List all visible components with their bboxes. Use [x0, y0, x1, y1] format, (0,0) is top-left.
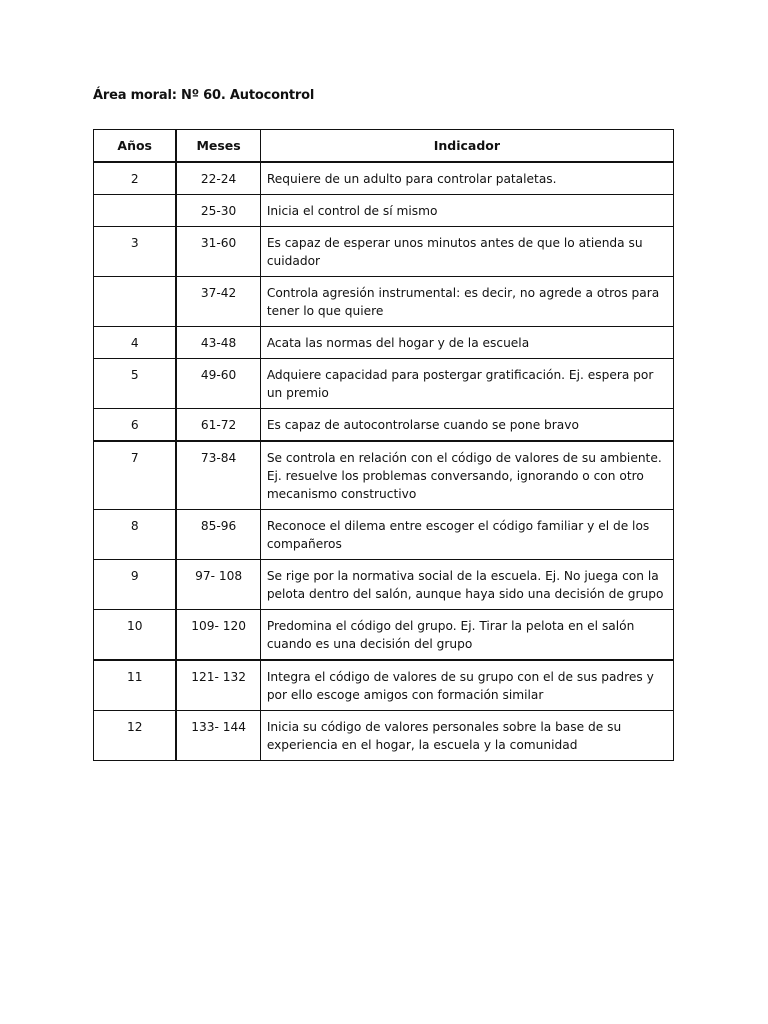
- cell-anio: 9: [94, 560, 177, 610]
- cell-indicador: Reconoce el dilema entre escoger el código familiar y el de los compañeros: [260, 510, 673, 560]
- cell-indicador: Controla agresión instrumental: es decir, no agrede a otros para tener lo que quiere: [260, 277, 673, 327]
- table-row: [94, 711, 674, 761]
- cell-anio: 8: [94, 510, 177, 560]
- table-row: [94, 162, 674, 195]
- cell-anio: [94, 195, 177, 227]
- cell-meses: 97- 108: [176, 560, 260, 610]
- cell-meses: 22-24: [176, 162, 260, 195]
- column-header-meses: Meses: [176, 130, 260, 163]
- cell-anio: [94, 277, 177, 327]
- cell-indicador: Requiere de un adulto para controlar pataletas.: [260, 162, 673, 195]
- cell-meses: 109- 120: [176, 610, 260, 661]
- cell-indicador: Es capaz de autocontrolarse cuando se pone bravo: [260, 409, 673, 442]
- cell-indicador: Es capaz de esperar unos minutos antes de que lo atienda su cuidador: [260, 227, 673, 277]
- cell-anio: 7: [94, 441, 177, 510]
- indicator-table: [93, 129, 674, 761]
- cell-meses: 37-42: [176, 277, 260, 327]
- cell-indicador: Se controla en relación con el código de valores de su ambiente. Ej. resuelve los problemas conversando, ignorando o con otro mecanismo constructivo: [260, 441, 673, 510]
- table-row: [94, 510, 674, 560]
- table-row: [94, 227, 674, 277]
- cell-anio: 5: [94, 359, 177, 409]
- cell-anio: 2: [94, 162, 177, 195]
- cell-meses: 25-30: [176, 195, 260, 227]
- cell-anio: 3: [94, 227, 177, 277]
- page-title: Área moral: Nº 60. Autocontrol: [93, 88, 315, 103]
- cell-indicador: Inicia el control de sí mismo: [260, 195, 673, 227]
- cell-anio: 10: [94, 610, 177, 661]
- table-header-row: [94, 130, 674, 163]
- cell-anio: 12: [94, 711, 177, 761]
- table-row: [94, 441, 674, 510]
- cell-anio: 11: [94, 660, 177, 711]
- cell-meses: 133- 144: [176, 711, 260, 761]
- table-row: [94, 359, 674, 409]
- cell-meses: 85-96: [176, 510, 260, 560]
- table-row: [94, 327, 674, 359]
- cell-anio: 4: [94, 327, 177, 359]
- cell-indicador: Se rige por la normativa social de la escuela. Ej. No juega con la pelota dentro del salón, aunque haya sido una decisión de grupo: [260, 560, 673, 610]
- cell-meses: 121- 132: [176, 660, 260, 711]
- table-row: [94, 409, 674, 442]
- cell-meses: 31-60: [176, 227, 260, 277]
- cell-meses: 61-72: [176, 409, 260, 442]
- table-row: [94, 560, 674, 610]
- cell-meses: 43-48: [176, 327, 260, 359]
- cell-meses: 73-84: [176, 441, 260, 510]
- table-row: [94, 610, 674, 661]
- cell-indicador: Predomina el código del grupo. Ej. Tirar la pelota en el salón cuando es una decisión del grupo: [260, 610, 673, 661]
- column-header-anios: Años: [94, 130, 177, 163]
- cell-indicador: Integra el código de valores de su grupo con el de sus padres y por ello escoge amigos con formación similar: [260, 660, 673, 711]
- column-header-indicador: Indicador: [260, 130, 673, 163]
- table-row: [94, 195, 674, 227]
- table-row: [94, 277, 674, 327]
- cell-indicador: Inicia su código de valores personales sobre la base de su experiencia en el hogar, la escuela y la comunidad: [260, 711, 673, 761]
- cell-anio: 6: [94, 409, 177, 442]
- cell-indicador: Acata las normas del hogar y de la escuela: [260, 327, 673, 359]
- cell-indicador: Adquiere capacidad para postergar gratificación. Ej. espera por un premio: [260, 359, 673, 409]
- table-row: [94, 660, 674, 711]
- cell-meses: 49-60: [176, 359, 260, 409]
